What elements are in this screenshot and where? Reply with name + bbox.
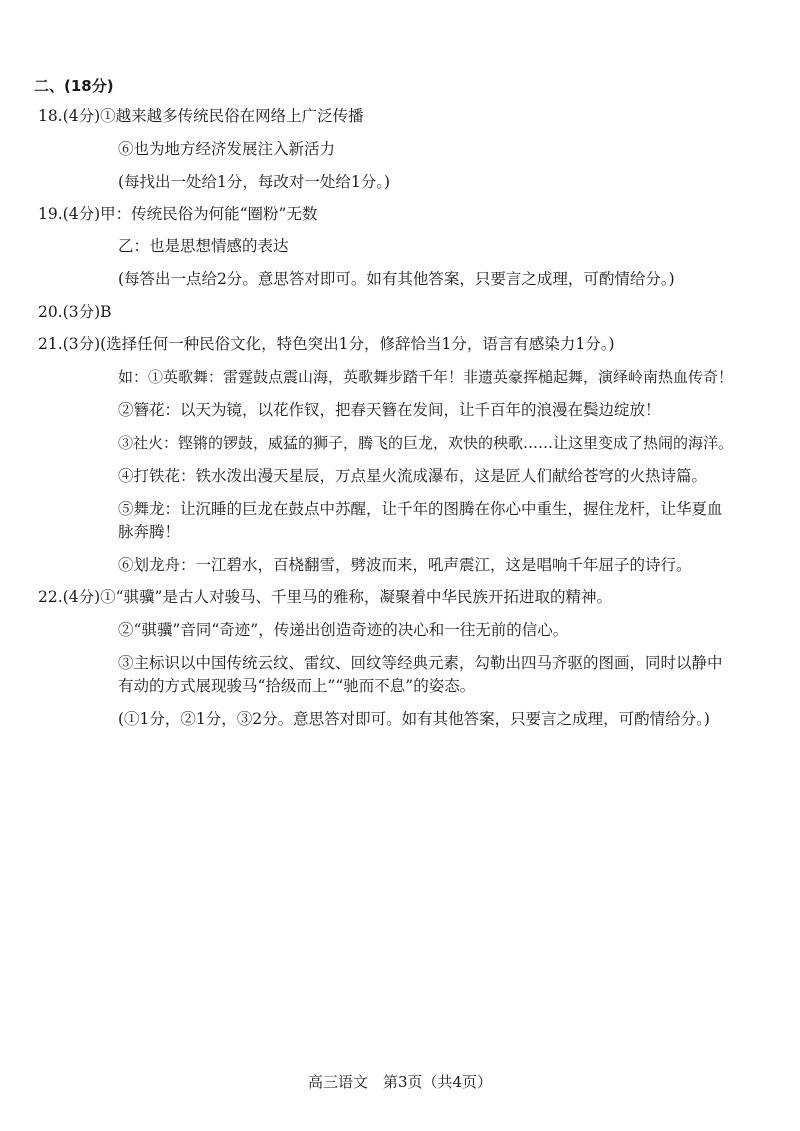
answer-21-line-5: ④打铁花：铁水泼出漫天星辰，万点星火流成瀑布，这是匠人们献给苍穹的火热诗篇。 <box>118 467 708 485</box>
answer-22-line-2: ②“骐骥”音同“奇迹”，传递出创造奇迹的决心和一往无前的信心。 <box>118 621 569 639</box>
page-footer: 高三语文 第3页（共4页） <box>307 1073 493 1091</box>
answer-18-line-2: ⑥也为地方经济发展注入新活力 <box>118 140 336 158</box>
answer-18-line-1 <box>38 106 364 126</box>
question-number: 20. <box>38 303 63 321</box>
answer-22-line-5: (①1分，②1分，③2分。意思答对即可。如有其他答案，只要言之成理，可酌情给分。) <box>118 710 710 728</box>
question-number: 19. <box>38 205 63 223</box>
answer-21-line-1 <box>38 334 615 354</box>
answer-text: (3分)B <box>62 303 112 321</box>
answer-18-line-3: (每找出一处给1分，每改对一处给1分。) <box>118 173 391 191</box>
answer-21-line-7: 脉奔腾！ <box>118 523 181 541</box>
question-number: 18. <box>38 107 63 125</box>
question-number: 22. <box>38 588 63 606</box>
answer-22-line-4: 有动的方式展现骏马“拾级而上”“驰而不息”的姿态。 <box>118 677 476 695</box>
section-heading: 二、(18分) <box>34 77 114 95</box>
answer-text: (3分)(选择任何一种民俗文化，特色突出1分，修辞恰当1分，语言有感染力1分。) <box>62 335 615 353</box>
answer-text: (4分)①“骐骥”是古人对骏马、千里马的雅称，凝聚着中华民族开拓进取的精神。 <box>62 588 612 606</box>
answer-19-line-1 <box>38 204 317 224</box>
answer-21-line-3: ②簪花：以天为镜，以花作钗，把春天簪在发间，让千百年的浪漫在鬓边绽放！ <box>118 401 661 419</box>
answer-22-line-3: ③主标识以中国传统云纹、雷纹、回纹等经典元素，勾勒出四马齐驱的图画，同时以静中 <box>118 654 723 672</box>
answer-22-line-1 <box>38 587 612 607</box>
answer-20-line-1 <box>38 302 112 322</box>
answer-21-line-6: ⑤舞龙：让沉睡的巨龙在鼓点中苏醒，让千年的图腾在你心中重生，握住龙杆，让华夏血 <box>118 500 723 518</box>
answer-21-line-2: 如：①英歌舞：雷霆鼓点震山海，英歌舞步踏千年！非遗英豪挥槌起舞，演绎岭南热血传奇！ <box>118 368 734 386</box>
answer-text: (4分)甲：传统民俗为何能“圈粉”无数 <box>62 205 318 223</box>
answer-text: (4分)①越来越多传统民俗在网络上广泛传播 <box>62 107 364 125</box>
answer-19-line-2: 乙：也是思想情感的表达 <box>118 237 289 255</box>
answer-21-line-4: ③社火：铿锵的锣鼓，威猛的狮子，腾飞的巨龙，欢快的秧歌……让这里变成了热闹的海洋。 <box>118 434 734 452</box>
answer-19-line-3: (每答出一点给2分。意思答对即可。如有其他答案，只要言之成理，可酌情给分。) <box>118 270 675 288</box>
answer-21-line-8: ⑥划龙舟：一江碧水，百桡翻雪，劈波而来，吼声震江，这是唱响千年屈子的诗行。 <box>118 556 692 574</box>
question-number: 21. <box>38 335 63 353</box>
